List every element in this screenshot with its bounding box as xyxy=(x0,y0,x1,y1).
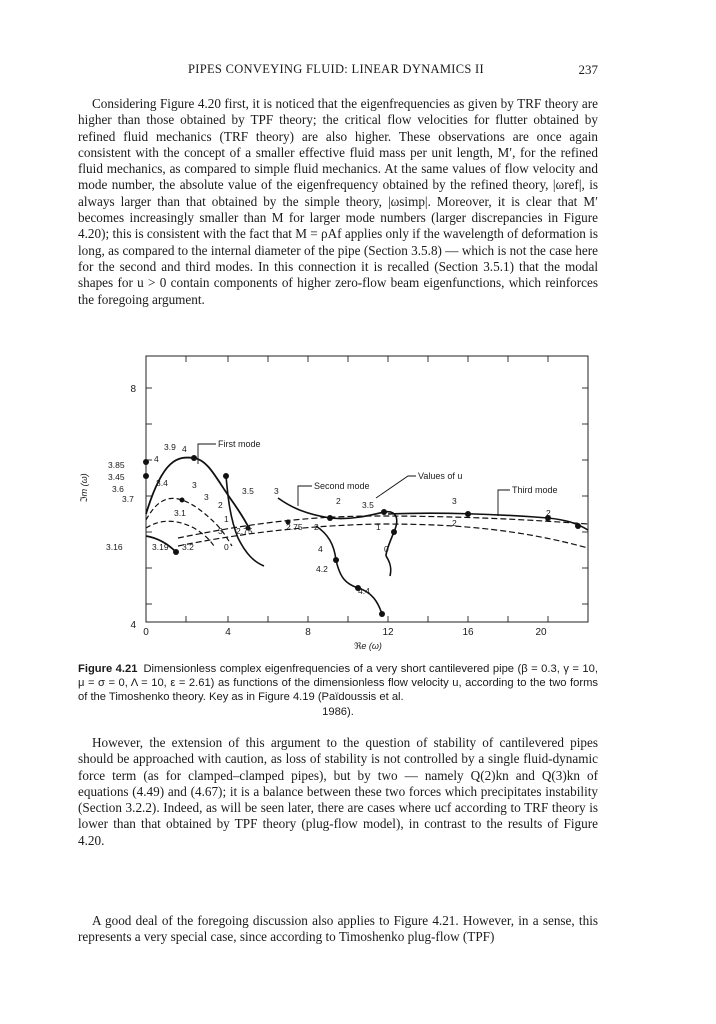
u-label: 3.9 xyxy=(164,442,176,452)
y-tick-label: 4 xyxy=(130,620,136,631)
u-label: 3 xyxy=(274,486,279,496)
page-number: 237 xyxy=(578,62,598,77)
caption-label: Figure 4.21 xyxy=(78,663,138,675)
u-label: 3 xyxy=(192,480,197,490)
x-tick-label: 20 xyxy=(535,627,547,638)
x-tick-label: 4 xyxy=(225,627,231,638)
u-label: 3.16 xyxy=(106,542,123,552)
u-label: 1 xyxy=(224,514,229,524)
u-label: 3.7 xyxy=(122,494,134,504)
u-label: 2.75 xyxy=(286,522,303,532)
u-label: 1 xyxy=(376,522,381,532)
u-label: 3.19 xyxy=(152,542,169,552)
u-label: 3 xyxy=(452,496,457,506)
figure-caption xyxy=(78,662,598,719)
eigenfrequency-plot xyxy=(78,348,608,658)
second-mode-label: Second mode xyxy=(314,481,370,491)
u-label: 2 xyxy=(546,508,551,518)
u-label: 2.75 xyxy=(236,526,253,536)
u-label: 3.6 xyxy=(112,484,124,494)
u-label: 4.4 xyxy=(358,586,370,596)
second-mode-curve-b xyxy=(386,556,391,576)
x-tick-label: 16 xyxy=(462,627,474,638)
u-label: 2 xyxy=(314,522,319,532)
u-label: 4 xyxy=(318,544,323,554)
u-label: 0 xyxy=(384,544,389,554)
third-mode-label: Third mode xyxy=(512,485,558,495)
annotation-leaders xyxy=(198,444,510,516)
u-label: 3.2 xyxy=(182,542,194,552)
x-axis-title: ℜe (ω) xyxy=(354,641,382,651)
u-label: 0 xyxy=(224,542,229,552)
u-label: 3 xyxy=(204,492,209,502)
u-label: 3 xyxy=(218,526,223,536)
x-tick-label: 12 xyxy=(382,627,394,638)
running-title: PIPES CONVEYING FLUID: LINEAR DYNAMICS II xyxy=(188,62,484,76)
u-label: 3.5 xyxy=(242,486,254,496)
x-tick-label: 0 xyxy=(143,627,149,638)
u-label: 3.4 xyxy=(156,478,168,488)
u-label: 3.85 xyxy=(108,460,125,470)
u-label: 2 xyxy=(452,518,457,528)
u-label: 2 xyxy=(218,500,223,510)
u-label: 3.5 xyxy=(362,500,374,510)
y-tick-label: 8 xyxy=(130,384,136,395)
u-label: 4.2 xyxy=(316,564,328,574)
first-mode-label: First mode xyxy=(218,439,261,449)
body-paragraph-2: However, the extension of this argument to the question of stability of cantilevered pipes should be approached with caution, as loss of stability is not controlled by a single fluid-dynamic force term (as for clamped–clamped pipes), but by two — namely Q(2)kn and Q(3)kn of equations (4.49) and (4.67); it is a balance between these two forces which precipitates instability (Section 3.2.2). Indeed, as will be seen later, there are cases where ucf according to TRF theory is lower than that obtained by TPF theory (plug-flow model), in contrast to the results of Figure 4.20. xyxy=(78,735,598,848)
values-of-u-label: Values of u xyxy=(418,471,463,481)
caption-end: 1986). xyxy=(322,705,354,718)
u-label: 2 xyxy=(336,496,341,506)
caption-text: Dimensionless complex eigenfrequencies of a very short cantilevered pipe (β = 0.3, γ = 10, μ = σ = 0, Λ = 10, ε = 2.61) as functions of the dimensionless flow velocity u, according to the two forms of the Timoshenko theory. Key as in Figure 4.19 (Païdoussis et al. xyxy=(78,663,598,704)
body-paragraph-1: Considering Figure 4.20 first, it is noticed that the eigenfrequencies as given by TRF theory are higher than those obtained by TPF theory; the critical flow velocities for flutter obtained by refined fluid mechanics (TRF theory) are also higher. These observations are once again consistent with the concept of a smaller effective fluid mass per unit length, M′, for the refined fluid mechanics, as compared to simple fluid mechanics. At the same values of flow velocity and mode number, the absolute value of the eigenfrequency obtained by the refined theory, |ωref|, is always larger than that obtained by the simple theory, |ωsimp|. Moreover, it is clear that M′ becomes increasingly smaller than M for larger mode numbers (larger discrepancies in Figure 4.20); this is consistent with the fact that M = ρAf applies only if the wavelength of deformation is long, as compared to the internal diameter of the pipe (Section 3.5.8) — which is not the case here for the second and third modes. In this connection it is recalled (Section 3.5.1) that the modal shapes for u > 0 contain components of higher zero-flow beam eigenfunctions, which reinforces the foregoing argument. xyxy=(78,96,598,307)
u-label: 3.45 xyxy=(108,472,125,482)
u-label: 4 xyxy=(182,444,187,454)
x-tick-label: 8 xyxy=(305,627,311,638)
y-axis-title: ℑm (ω) xyxy=(79,473,89,503)
body-paragraph-3: A good deal of the foregoing discussion also applies to Figure 4.21. However, in a sense, this represents a very special case, since according to Timoshenko plug-flow (TPF) xyxy=(78,913,598,945)
u-label: 3.1 xyxy=(174,508,186,518)
first-mode-curve-a xyxy=(146,458,250,530)
u-label: 4 xyxy=(154,454,159,464)
figure-4-21 xyxy=(78,348,608,658)
page-header xyxy=(78,62,598,82)
